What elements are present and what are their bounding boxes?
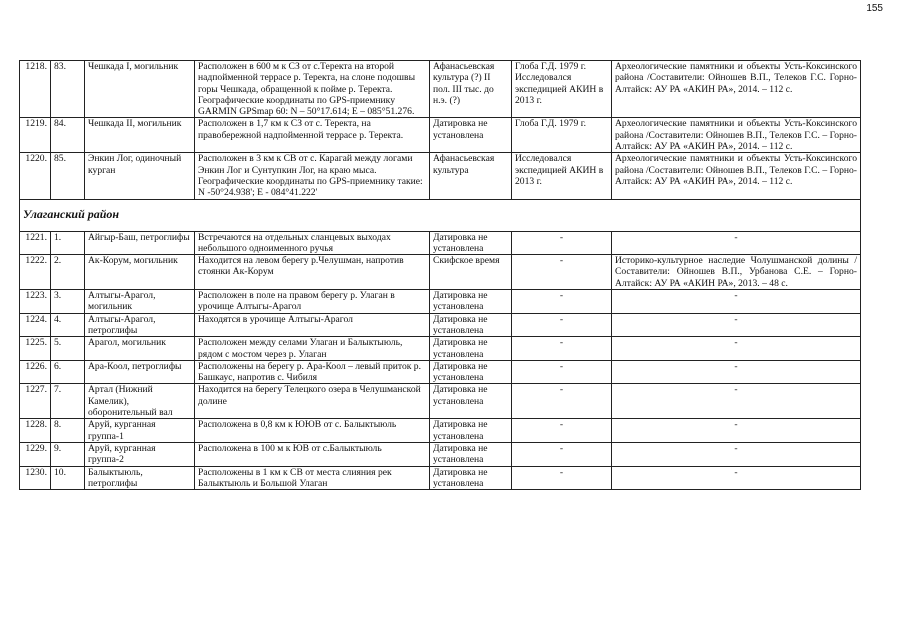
registry-number: 1220. (20, 153, 51, 199)
monument-location: Расположены на берегу р. Ара-Коол – левый приток р. Башкаус, напротив с. Чибиля (195, 360, 430, 384)
monument-location: Расположена в 0,8 км к ЮЮВ от с. Балыктыюль (195, 419, 430, 443)
monument-source: - (612, 466, 861, 490)
monument-source: - (612, 290, 861, 314)
table-row (20, 231, 861, 255)
monument-name: Балыктыюль, петроглифы (85, 466, 195, 490)
monument-name: Аруй, курганная группа-1 (85, 419, 195, 443)
monument-location: Находится на берегу Телецкого озера в Челушманской долине (195, 384, 430, 419)
monument-researcher: - (512, 337, 612, 361)
monument-dating: Афанасьевская культура (430, 153, 512, 199)
monument-location: Расположен в 3 км к СВ от с. Карагай между логами Энкин Лог и Сунтупкин Лог, на краю мыса. Географические координаты по GPS-приемнику такие: N -50°24.938'; E - 084°41.222' (195, 153, 430, 199)
registry-number: 1219. (20, 118, 51, 153)
registry-number: 1218. (20, 61, 51, 118)
monument-source: - (612, 384, 861, 419)
monument-source: Археологические памятники и объекты Усть-Коксинского района /Составители: Ойношев В.П., Телеков Г.С. – Горно-Алтайск: АУ РА «АКИН РА», 2014. – 112 с. (612, 118, 861, 153)
table-row (20, 337, 861, 361)
monument-location: Находится на левом берегу р.Челушман, напротив стоянки Ак-Корум (195, 255, 430, 290)
monument-name: Арагол, могильник (85, 337, 195, 361)
table-row (20, 360, 861, 384)
monument-researcher: - (512, 290, 612, 314)
table-row (20, 384, 861, 419)
monument-name: Ак-Корум, могильник (85, 255, 195, 290)
district-number: 10. (51, 466, 85, 490)
district-number: 6. (51, 360, 85, 384)
district-number: 84. (51, 118, 85, 153)
monument-dating: Датировка не установлена (430, 419, 512, 443)
monument-dating: Датировка не установлена (430, 118, 512, 153)
district-number: 4. (51, 313, 85, 337)
monument-source: - (612, 313, 861, 337)
monument-source: Археологические памятники и объекты Усть-Коксинского района /Составители: Ойношев В.П., Телеков Г.С. – Горно-Алтайск: АУ РА «АКИН РА», 2014. – 112 с. (612, 153, 861, 199)
monument-source: Археологические памятники и объекты Усть-Коксинского района /Составители: Ойношев В.П., Телеков Г.С. Горно-Алтайск: АУ РА «АКИН РА», 2014. – 112 с. (612, 61, 861, 118)
district-number: 83. (51, 61, 85, 118)
table-row (20, 466, 861, 490)
registry-number: 1221. (20, 231, 51, 255)
monument-location: Расположен в 1,7 км к СЗ от с. Теректа, на правобережной надпойменной террасе р. Теректа. (195, 118, 430, 153)
registry-number: 1227. (20, 384, 51, 419)
monument-location: Встречаются на отдельных сланцевых выходах небольшого одноименного ручья (195, 231, 430, 255)
monument-researcher: - (512, 419, 612, 443)
registry-number: 1230. (20, 466, 51, 490)
table-row (20, 313, 861, 337)
registry-number: 1224. (20, 313, 51, 337)
section-row (20, 199, 861, 231)
monument-name: Ара-Коол, петроглифы (85, 360, 195, 384)
monument-name: Чешкада I, могильник (85, 61, 195, 118)
page-number: 155 (866, 3, 883, 14)
district-number: 7. (51, 384, 85, 419)
registry-number: 1226. (20, 360, 51, 384)
monument-source: - (612, 231, 861, 255)
district-number: 5. (51, 337, 85, 361)
monument-name: Алтыгы-Арагол, петроглифы (85, 313, 195, 337)
monument-name: Чешкада II, могильник (85, 118, 195, 153)
monument-dating: Датировка не установлена (430, 384, 512, 419)
monument-dating: Датировка не установлена (430, 231, 512, 255)
table-row (20, 442, 861, 466)
monuments-table (19, 60, 861, 490)
registry-number: 1225. (20, 337, 51, 361)
monument-researcher: Глоба Г.Д. 1979 г. (512, 118, 612, 153)
monument-dating: Датировка не установлена (430, 442, 512, 466)
district-number: 85. (51, 153, 85, 199)
monument-location: Находятся в урочище Алтыгы-Арагол (195, 313, 430, 337)
monument-source: - (612, 419, 861, 443)
monument-source: - (612, 442, 861, 466)
monument-source: - (612, 337, 861, 361)
monument-researcher: Исследовался экспедицией АКИН в 2013 г. (512, 153, 612, 199)
table-row (20, 290, 861, 314)
monument-researcher: - (512, 442, 612, 466)
monument-source: Историко-культурное наследие Чолушманской долины / Составители: Ойношев В.П., Урбанова С.Е. – Горно-Алтайск: АУ РА «АКИН РА», 2013. – 48 с. (612, 255, 861, 290)
district-number: 3. (51, 290, 85, 314)
monument-location: Расположен между селами Улаган и Балыктыюль, рядом с мостом через р. Улаган (195, 337, 430, 361)
monument-source: - (612, 360, 861, 384)
monument-name: Аруй, курганная группа-2 (85, 442, 195, 466)
monument-researcher: - (512, 384, 612, 419)
monument-dating: Датировка не установлена (430, 337, 512, 361)
monument-dating: Датировка не установлена (430, 360, 512, 384)
monument-location: Расположена в 100 м к ЮВ от с.Балыктыюль (195, 442, 430, 466)
table-row (20, 61, 861, 118)
monument-researcher: - (512, 313, 612, 337)
monument-name: Айгыр-Баш, петроглифы (85, 231, 195, 255)
section-title: Улаганский район (20, 199, 861, 231)
table-row (20, 118, 861, 153)
monument-name: Алтыгы-Арагол, могильник (85, 290, 195, 314)
registry-number: 1223. (20, 290, 51, 314)
registry-number: 1222. (20, 255, 51, 290)
monument-dating: Датировка не установлена (430, 313, 512, 337)
table-row (20, 419, 861, 443)
registry-number: 1228. (20, 419, 51, 443)
district-number: 9. (51, 442, 85, 466)
table-row (20, 255, 861, 290)
monument-name: Артал (Нижний Камелик), оборонительный вал (85, 384, 195, 419)
monument-location: Расположен в поле на правом берегу р. Улаган в урочище Алтыгы-Арагол (195, 290, 430, 314)
monument-researcher: - (512, 231, 612, 255)
district-number: 8. (51, 419, 85, 443)
monument-location: Расположены в 1 км к СВ от места слияния рек Балыктыюль и Большой Улаган (195, 466, 430, 490)
monument-researcher: - (512, 255, 612, 290)
monument-researcher: Глоба Г.Д. 1979 г. Исследовался экспедицией АКИН в 2013 г. (512, 61, 612, 118)
monument-location: Расположен в 600 м к СЗ от с.Теректа на второй надпойменной террасе р. Теректа, на слоне подошвы горы Чешкада, обращенной к пойме р. Теректа. Географические координаты по GPS-приемнику GARMIN GPSmap 60: N – 50°17.614; E – 085°51.276. (195, 61, 430, 118)
district-number: 2. (51, 255, 85, 290)
district-number: 1. (51, 231, 85, 255)
monument-dating: Скифское время (430, 255, 512, 290)
monument-researcher: - (512, 466, 612, 490)
monument-researcher: - (512, 360, 612, 384)
registry-number: 1229. (20, 442, 51, 466)
monument-dating: Афанасьевская культура (?) II пол. III тыс. до н.э. (?) (430, 61, 512, 118)
monument-dating: Датировка не установлена (430, 466, 512, 490)
monument-dating: Датировка не установлена (430, 290, 512, 314)
monument-name: Энкин Лог, одиночный курган (85, 153, 195, 199)
table-row (20, 153, 861, 199)
